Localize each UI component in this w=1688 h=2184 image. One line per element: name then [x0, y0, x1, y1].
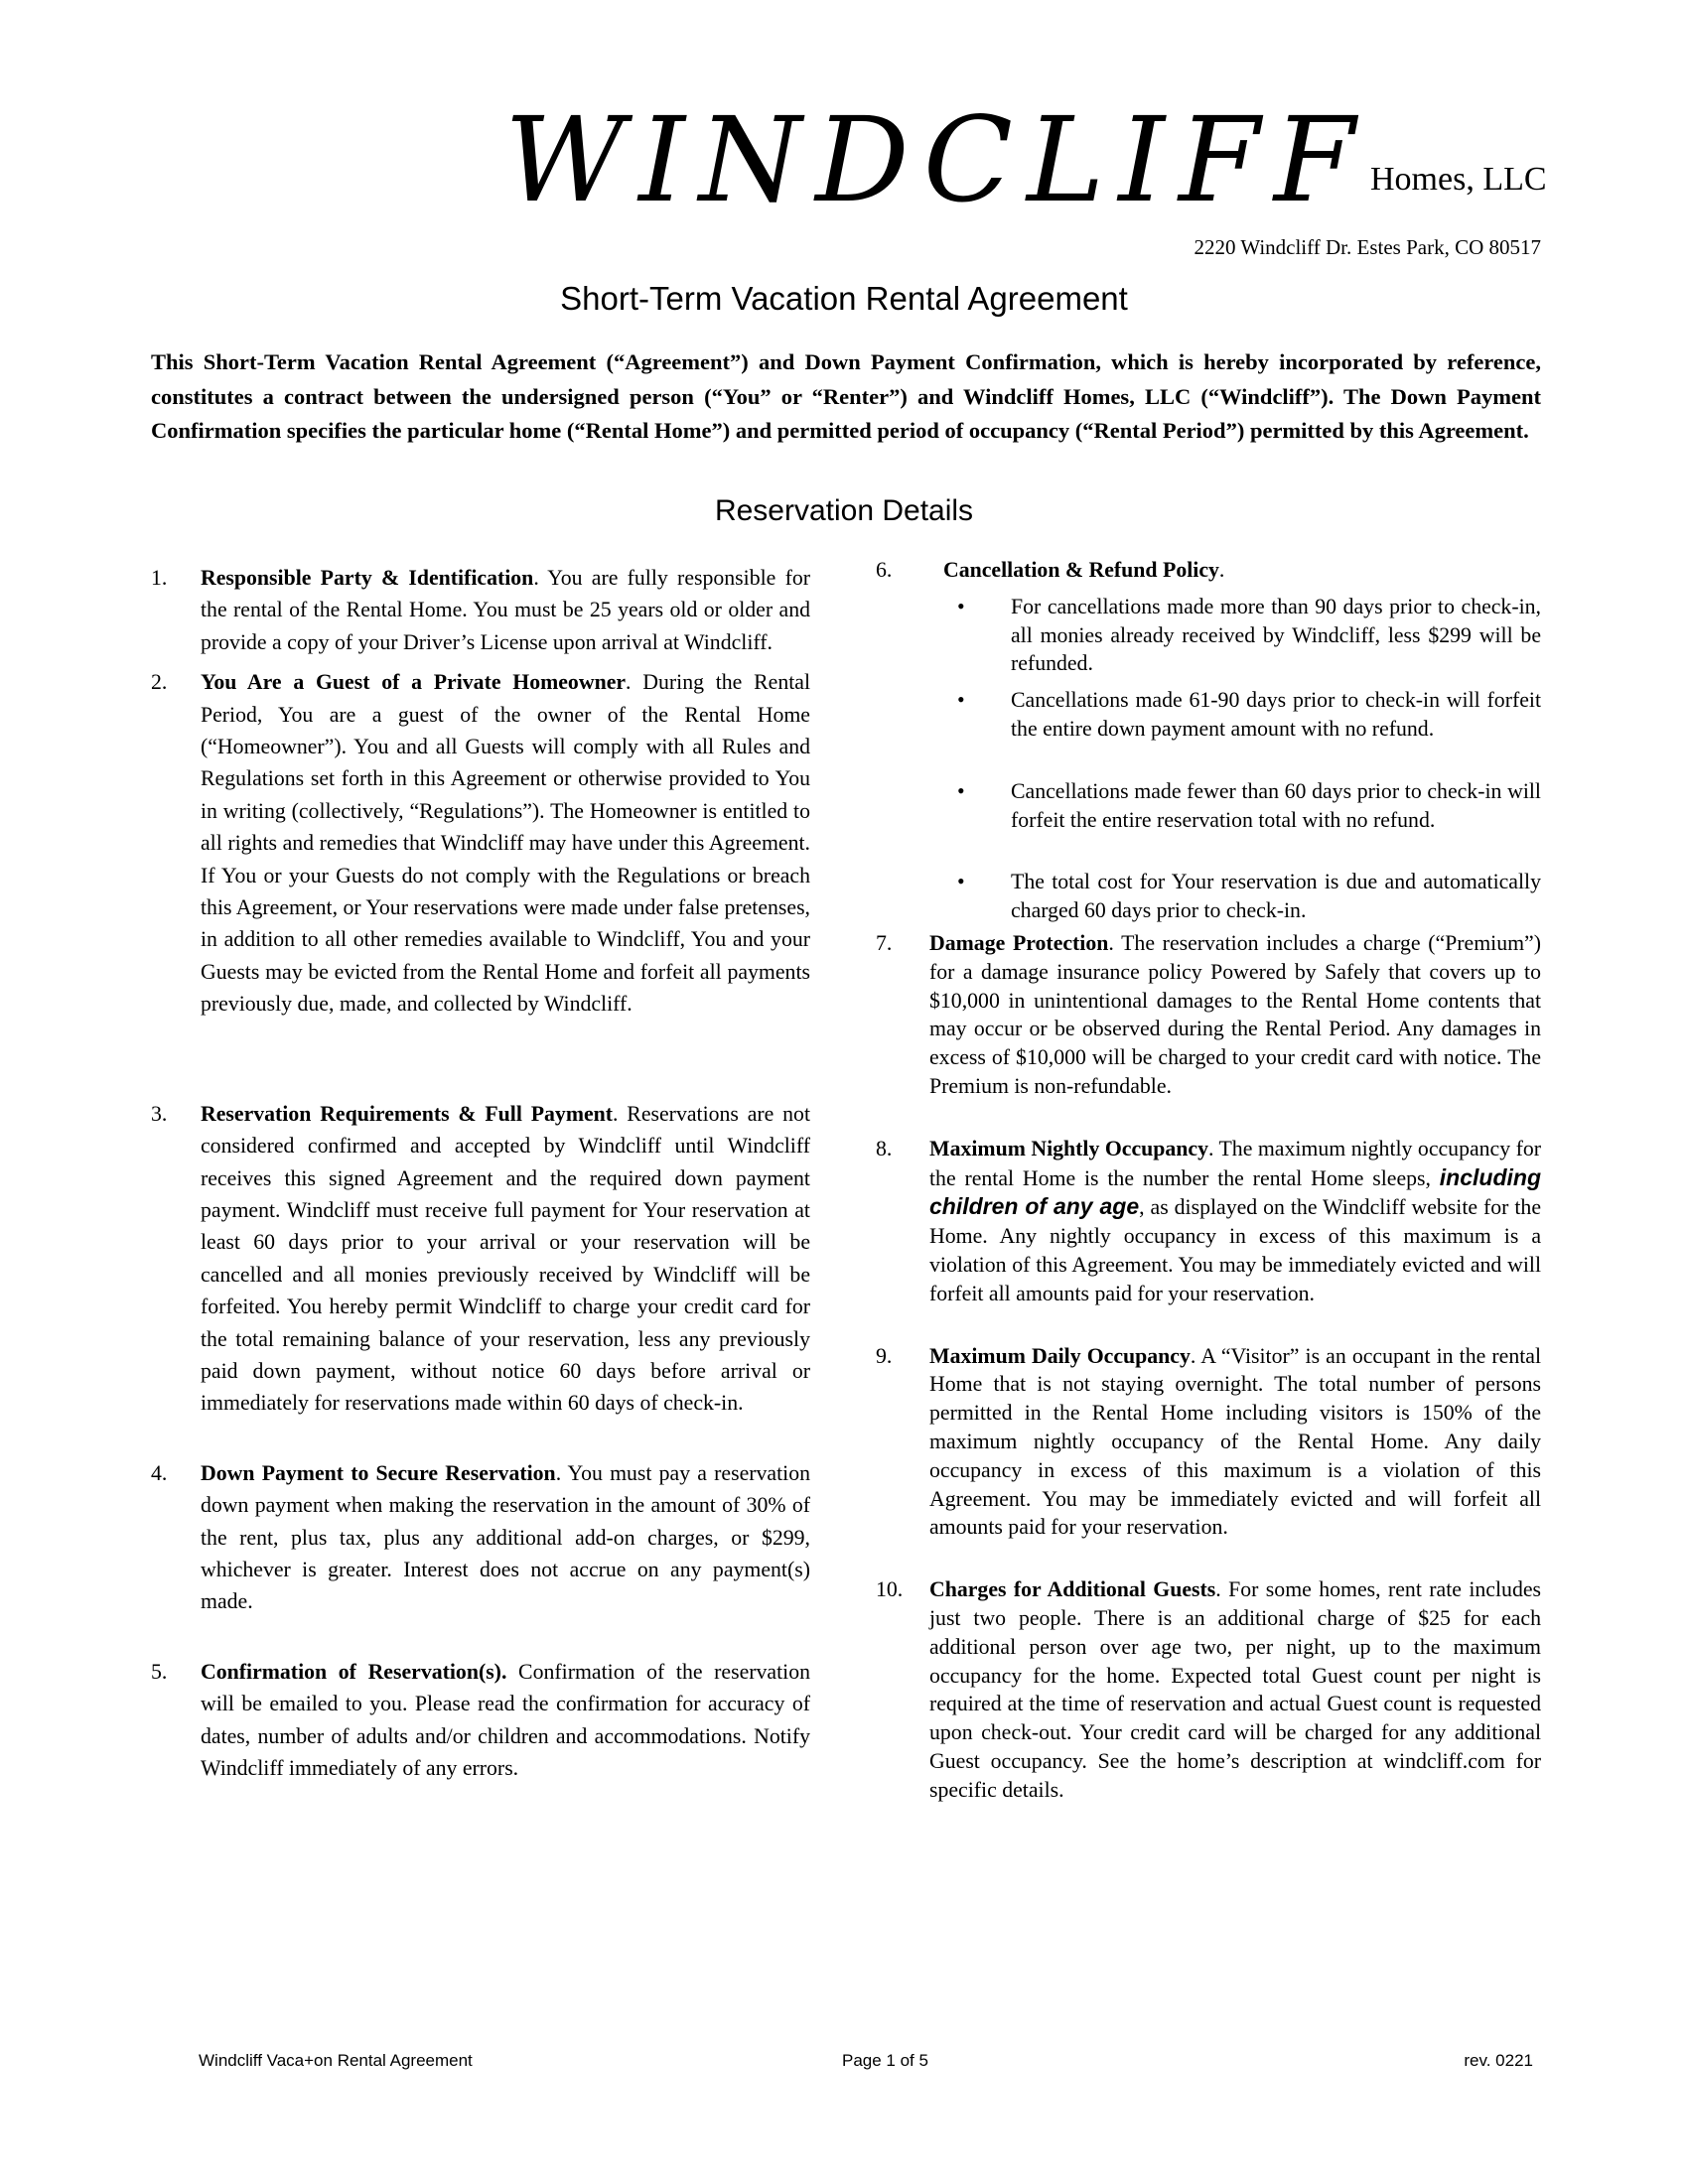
- clause-8: [876, 1135, 1541, 1308]
- logo-wordmark: WINDCLIFF: [504, 91, 1369, 228]
- clause-number: 5.: [151, 1659, 168, 1684]
- clause-text: . You must pay a reservation down payment when making the reservation in the amount of 30% of the rent, plus tax, plus any additional add-on charges, or $299, whichever is greater. Interest does not accrue on any payment(s) made.: [201, 1460, 811, 1614]
- document-title: Short-Term Vacation Rental Agreement: [560, 280, 1128, 317]
- clause-title: Down Payment to Secure Reservation: [201, 1460, 556, 1485]
- list-item: • For cancellations made more than 90 days prior to check-in, all monies already received by Windcliff, less $299 will be refunded.: [929, 593, 1541, 678]
- section-title: Reservation Details: [714, 494, 974, 527]
- clause-1: [151, 562, 810, 658]
- clause-9: [876, 1342, 1541, 1543]
- clause-text: .: [1218, 558, 1225, 582]
- clause-number: 4.: [151, 1460, 168, 1485]
- refund-policy-list: [929, 593, 1541, 925]
- clause-text: . A “Visitor” is an occupant in the rental Home that is not staying overnight. The total number of persons permitted in the Rental Home including visitors is 150% of the maximum nightly occupancy of the Rental Home. Any daily occupancy in excess of this maximum is a violation of this Agreement. You may be immediately evicted and will forfeit all amounts paid for your reservation.: [929, 1343, 1541, 1540]
- list-item: • Cancellations made fewer than 60 days prior to check-in will forfeit the entire reservation total with no refund.: [929, 777, 1541, 835]
- clause-3: [151, 1098, 810, 1420]
- revision-label: rev. 0221: [1464, 2051, 1533, 2070]
- clause-4: [151, 1457, 810, 1618]
- list-item: • Cancellations made 61-90 days prior to check-in will forfeit the entire down payment amount with no refund.: [929, 686, 1541, 744]
- clause-5: [151, 1656, 810, 1785]
- clause-title: Reservation Requirements & Full Payment: [201, 1101, 614, 1126]
- clause-text: . For some homes, rent rate includes just two people. There is an additional charge of $25 for each additional person over age two, per night, up to the maximum occupancy for the home. Expected total Guest count per night is required at the time of reservation and actual Guest count is requested upon check-out. Your credit card will be charged for any additional Guest occupancy. See the home’s description at windcliff.com for specific details.: [929, 1577, 1541, 1802]
- right-column: [876, 556, 1541, 1804]
- logo-suffix: Homes, LLC: [1370, 161, 1547, 198]
- clause-number: 10.: [876, 1577, 904, 1602]
- clause-title: Confirmation of Reservation(s).: [201, 1659, 507, 1684]
- clause-text: . Reservations are not considered confirmed and accepted by Windcliff until Windcliff receives this signed Agreement and the required down payment payment. Windcliff must receive full payment for Your reservation at least 60 days prior to your arrival or your reservation will be cancelled and all monies previously received by Windcliff will be forfeited. You hereby permit Windcliff to charge your credit card for the total remaining balance of your reservation, less any previously paid down payment, without notice 60 days before arrival or immediately for reservations made within 60 days of check-in.: [201, 1101, 810, 1416]
- clause-title: Responsible Party & Identification: [201, 566, 534, 590]
- clause-6: [876, 556, 1541, 925]
- footer-document-name: Windcliff Vaca+on Rental Agreement: [199, 2051, 473, 2070]
- clause-2: [151, 666, 810, 1020]
- clause-10: [876, 1575, 1541, 1804]
- clause-title: Damage Protection: [929, 930, 1109, 955]
- clause-text: . You are fully responsible for the rental of the Rental Home. You must be 25 years old or older and provide a copy of your Driver’s License upon arrival at Windcliff.: [201, 566, 810, 654]
- clause-number: 9.: [876, 1343, 893, 1368]
- list-item: • The total cost for Your reservation is due and automatically charged 60 days prior to check-in.: [929, 868, 1541, 925]
- left-column: [151, 562, 810, 1784]
- clause-text: . During the Rental Period, You are a guest of the owner of the Rental Home (“Homeowner”). You and all Guests will comply with all Rules and Regulations set forth in this Agreement or otherwise provided to You in writing (collectively, “Regulations”). The Homeowner is entitled to all rights and remedies that Windcliff may have under this Agreement. If You or your Guests do not comply with the Regulations or breach this Agreement, or Your reservations were made under false pretenses, in addition to all other remedies available to Windcliff, You and your Guests may be evicted from the Rental Home and forfeit all payments previously due, made, and collected by Windcliff.: [201, 670, 810, 1017]
- clause-number: 6.: [876, 558, 893, 582]
- clause-title: You Are a Guest of a Private Homeowner: [201, 670, 627, 695]
- emphasis-text: including children of any age: [929, 1163, 1541, 1220]
- intro-paragraph: This Short-Term Vacation Rental Agreement (“Agreement”) and Down Payment Confirmation, which is hereby incorporated by reference, constitutes a contract between the undersigned person (“You” or “Renter”) and Windcliff Homes, LLC (“Windcliff”). The Down Payment Confirmation specifies the particular home (“Rental Home”) and permitted period of occupancy (“Rental Period”) permitted by this Agreement.: [151, 349, 1541, 443]
- clause-number: 2.: [151, 670, 168, 695]
- clause-number: 1.: [151, 566, 168, 590]
- clause-text: Confirmation of the reservation will be emailed to you. Please read the confirmation for accuracy of dates, number of adults and/or children and accommodations. Notify Windcliff immediately of any errors.: [201, 1659, 811, 1780]
- company-address: 2220 Windcliff Dr. Estes Park, CO 80517: [1194, 235, 1541, 259]
- clause-number: 3.: [151, 1101, 168, 1126]
- page-number: Page 1 of 5: [842, 2051, 928, 2070]
- clause-7: [876, 929, 1541, 1101]
- clause-title: Maximum Daily Occupancy: [929, 1343, 1191, 1368]
- clause-title: Charges for Additional Guests: [929, 1577, 1216, 1602]
- company-logo: [504, 91, 1547, 228]
- clause-title: Cancellation & Refund Policy: [943, 558, 1219, 582]
- clause-text: , as displayed on the Windcliff website for the Home. Any nightly occupancy in excess of this maximum is a violation of this Agreement. You may be immediately evicted and will forfeit all amounts paid for your reservation.: [929, 1195, 1542, 1305]
- clause-title: Maximum Nightly Occupancy: [929, 1136, 1208, 1160]
- clause-number: 8.: [876, 1136, 893, 1160]
- clause-text: . The reservation includes a charge (“Premium”) for a damage insurance policy Powered by Safely that covers up to $10,000 in unintentional damages to the Rental Home contents that may occur or be observed during the Rental Period. Any damages in excess of $10,000 will be charged to your credit card with notice. The Premium is non-refundable.: [929, 930, 1541, 1098]
- clause-text: . The maximum nightly occupancy for the rental Home is the number the rental Home sleeps,: [929, 1136, 1541, 1190]
- clause-number: 7.: [876, 930, 893, 955]
